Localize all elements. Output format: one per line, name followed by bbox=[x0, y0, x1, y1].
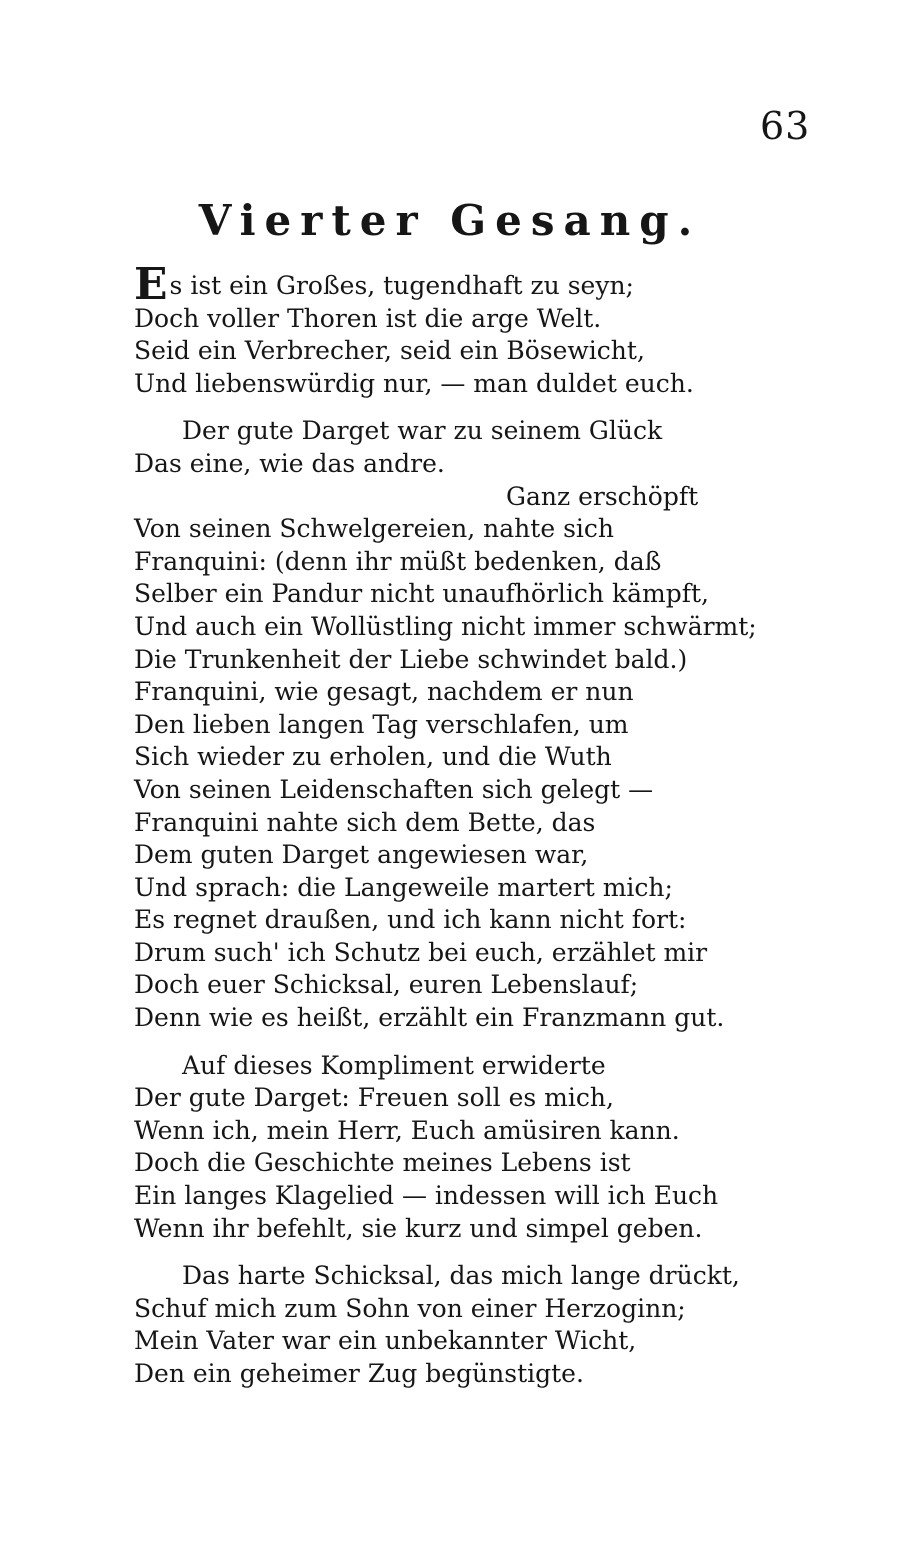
stanza-3 bbox=[134, 1050, 774, 1246]
verse-line: Von seinen Leidenschaften sich gelegt — bbox=[134, 774, 654, 804]
verse-line: Franquini nahte sich dem Bette, das bbox=[134, 807, 596, 837]
verse-line: Der gute Darget: Freuen soll es mich, bbox=[134, 1083, 614, 1113]
verse-line: Wenn ihr befehlt, sie kurz und simpel geben. bbox=[134, 1213, 703, 1243]
verse-line: Doch euer Schicksal, euren Lebenslauf; bbox=[134, 970, 639, 1000]
verse-line: Es regnet draußen, und ich kann nicht fort: bbox=[134, 905, 687, 935]
verse-line: Denn wie es heißt, erzählt ein Franzmann gut. bbox=[134, 1003, 725, 1033]
page-number: 63 bbox=[760, 104, 811, 148]
verse-line: Seid ein Verbrecher, seid ein Bösewicht, bbox=[134, 336, 645, 366]
verse-line: Den ein geheimer Zug begünstigte. bbox=[134, 1359, 584, 1388]
verse-line: Ein langes Klagelied — indessen will ich Euch bbox=[134, 1181, 719, 1211]
verse-line: Und auch ein Wollüstling nicht immer schwärmt; bbox=[134, 611, 757, 641]
verse-line-text: s ist ein Großes, tugendhaft zu seyn; bbox=[169, 271, 634, 300]
verse-line: Das eine, wie das andre. bbox=[134, 448, 445, 478]
verse-line: Franquini, wie gesagt, nachdem er nun bbox=[134, 677, 634, 707]
verse-line: Auf dieses Kompliment erwiderte bbox=[182, 1050, 606, 1080]
verse-line: Wenn ich, mein Herr, Euch amüsiren kann. bbox=[134, 1115, 680, 1145]
verse-line: Der gute Darget war zu seinem Glück bbox=[182, 416, 663, 446]
verse-line: Doch die Geschichte meines Lebens ist bbox=[134, 1148, 631, 1178]
poem-body bbox=[134, 259, 774, 1406]
stanza-1 bbox=[134, 259, 774, 400]
verse-line: Drum such' ich Schutz bei euch, erzählet mir bbox=[134, 937, 708, 967]
verse-line: Die Trunkenheit der Liebe schwindet bald.) bbox=[134, 644, 688, 674]
verse-line: Dem guten Darget angewiesen war, bbox=[134, 840, 589, 870]
verse-line: Sich wieder zu erholen, und die Wuth bbox=[134, 742, 612, 772]
verse-line: Ganz erschöpft bbox=[506, 481, 699, 511]
chapter-title: Vierter Gesang. bbox=[198, 196, 702, 245]
verse-line: Von seinen Schwelgereien, nahte sich bbox=[134, 514, 614, 544]
verse-line: Mein Vater war ein unbekannter Wicht, bbox=[134, 1326, 637, 1356]
verse-line bbox=[134, 259, 774, 310]
verse-line: Doch voller Thoren ist die arge Welt. bbox=[134, 303, 602, 333]
stanza-4 bbox=[134, 1260, 774, 1390]
verse-line: Selber ein Pandur nicht unaufhörlich kämpft, bbox=[134, 579, 709, 609]
drop-cap: E bbox=[134, 259, 168, 310]
verse-line: Franquini: (denn ihr müßt bedenken, daß bbox=[134, 546, 662, 576]
verse-line: Das harte Schicksal, das mich lange drückt, bbox=[182, 1261, 740, 1291]
verse-line: Den lieben langen Tag verschlafen, um bbox=[134, 709, 629, 739]
stanza-2 bbox=[134, 415, 774, 1034]
verse-line: Und sprach: die Langeweile martert mich; bbox=[134, 872, 673, 902]
verse-line: Und liebenswürdig nur, — man duldet euch. bbox=[134, 368, 694, 398]
verse-line: Schuf mich zum Sohn von einer Herzoginn; bbox=[134, 1293, 686, 1323]
